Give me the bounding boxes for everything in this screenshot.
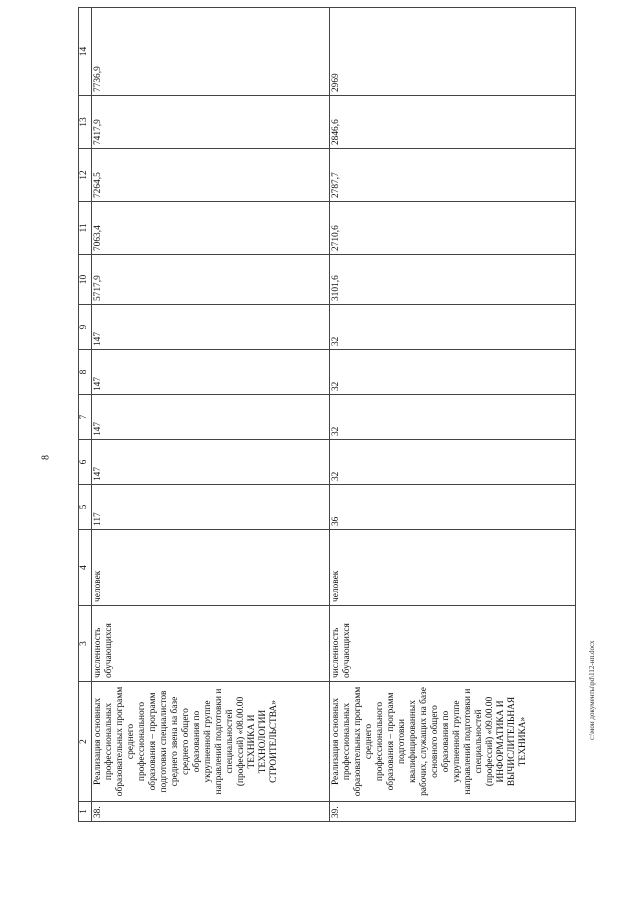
value-cell: 5717,9 bbox=[92, 255, 330, 305]
row-number: 39. bbox=[330, 802, 576, 822]
col-header: 12 bbox=[79, 149, 92, 202]
col-header: 3 bbox=[79, 606, 92, 682]
service-name: Реализация основных профессиональных образовательных программ среднего профессионального образования – программ подготовки специалистов среднего звена на базе среднего общего образования по укрупненной группе направлений подготовки и специальностей (профессий) «08.00.00 ТЕХНИКА И ТЕХНОЛОГИИ СТРОИТЕЛЬСТВА» bbox=[92, 682, 330, 802]
col-header: 5 bbox=[79, 485, 92, 530]
table-row bbox=[330, 8, 576, 822]
col-header: 11 bbox=[79, 202, 92, 255]
footer-file-path: c:\мои документы\pd\112-нп.docx bbox=[588, 640, 596, 740]
value-cell: 147 bbox=[92, 440, 330, 485]
col-header: 6 bbox=[79, 440, 92, 485]
col-header: 7 bbox=[79, 395, 92, 440]
header-row bbox=[79, 8, 92, 822]
value-cell: 7417,9 bbox=[92, 96, 330, 149]
table-row bbox=[92, 8, 330, 822]
col-header: 10 bbox=[79, 255, 92, 305]
value-cell: 7264,5 bbox=[92, 149, 330, 202]
unit: человек bbox=[92, 530, 330, 606]
service-name: Реализация основных профессиональных образовательных программ среднего профессионального образования – программ подготовки квалифицированных рабочих, служащих на базе основного общего образования по укрупненной группе направлений подготовки и специальностей (профессий) «09.00.00 ИНФОРМАТИКА И ВЫЧИСЛИТЕЛЬНАЯ ТЕХНИКА» bbox=[330, 682, 576, 802]
value-cell: 36 bbox=[330, 485, 576, 530]
row-number: 38. bbox=[92, 802, 330, 822]
value-cell: 32 bbox=[330, 350, 576, 395]
col-header: 1 bbox=[79, 802, 92, 822]
value-cell: 117 bbox=[92, 485, 330, 530]
value-cell: 7063,4 bbox=[92, 202, 330, 255]
value-cell: 2969 bbox=[330, 8, 576, 96]
value-cell: 2710,6 bbox=[330, 202, 576, 255]
indicator: численность обучающихся bbox=[330, 606, 576, 682]
indicator: численность обучающихся bbox=[92, 606, 330, 682]
value-cell: 2787,7 bbox=[330, 149, 576, 202]
value-cell: 32 bbox=[330, 305, 576, 350]
rotated-table-wrapper bbox=[78, 48, 572, 822]
value-cell: 3101,6 bbox=[330, 255, 576, 305]
value-cell: 147 bbox=[92, 395, 330, 440]
unit: человек bbox=[330, 530, 576, 606]
value-cell: 32 bbox=[330, 440, 576, 485]
col-header: 2 bbox=[79, 682, 92, 802]
value-cell: 7736,9 bbox=[92, 8, 330, 96]
col-header: 14 bbox=[79, 8, 92, 96]
value-cell: 147 bbox=[92, 305, 330, 350]
col-header: 4 bbox=[79, 530, 92, 606]
col-header: 9 bbox=[79, 305, 92, 350]
page-number: 8 bbox=[40, 455, 52, 460]
value-cell: 147 bbox=[92, 350, 330, 395]
col-header: 8 bbox=[79, 350, 92, 395]
col-header: 13 bbox=[79, 96, 92, 149]
value-cell: 2846,6 bbox=[330, 96, 576, 149]
value-cell: 32 bbox=[330, 395, 576, 440]
data-table bbox=[78, 7, 576, 822]
